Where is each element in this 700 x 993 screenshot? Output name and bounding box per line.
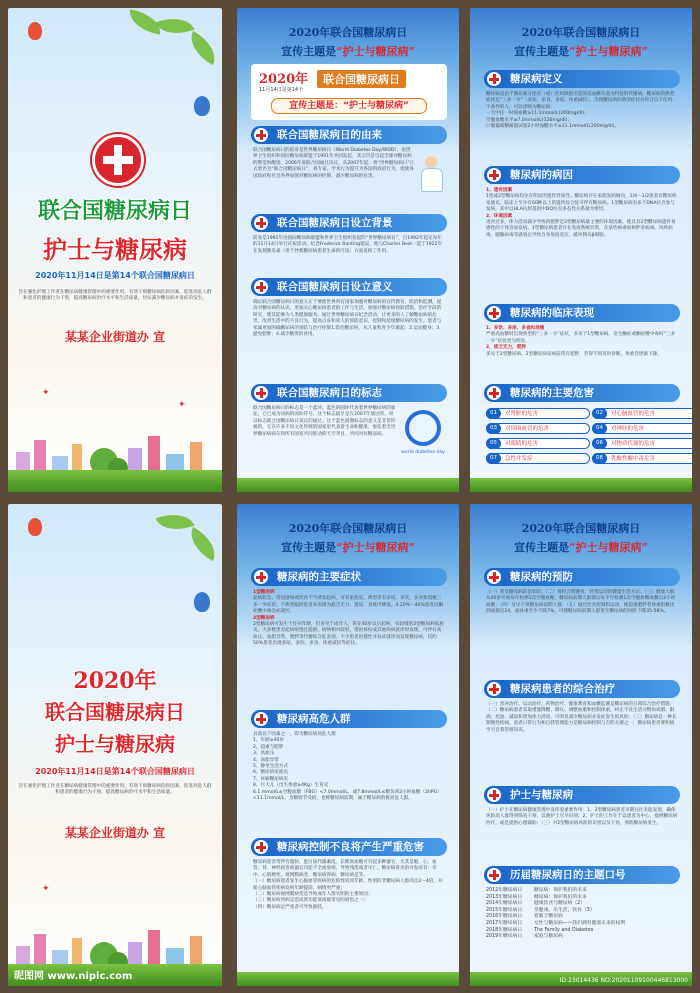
header-card [251, 64, 447, 120]
section-text: 糖尿病患者常伴有脂肪、蛋白质代谢紊乱，长期高血糖可引起多种器官，尤其是眼、心、血管、肾、神经损害或器官功能不全或衰竭，导致残废或者早亡。糖尿病常见的并发症有：卒中、心肌梗死、视网膜病变、糖尿病肾病、糖尿病足等。 （一）糖尿病患者发生心脑血管疾病的危险性较同年龄、性别的非糖尿病人群高出2～4倍，并使心脑血管疾病发病年龄提前，病情更严重； （二）糖尿病视网膜病变是导致成年人群失明的主要原因； （三）糖尿病肾病是造成肾功能衰竭最常见的原因之一； （四）糖尿病足严重者可导致截肢。 [253, 860, 445, 911]
red-cross-icon [487, 788, 501, 802]
section-text: 联合国糖尿病日的前身是世界糖尿病日（World Diabetes Day/WDD），由世界卫生组织和国际糖尿病联盟于1991年共同发起，其宗旨是引起全球对糖尿病的警觉和醒悟。2006年底联合国通过决议，从2007年起，将“世界糖尿病日”正式更名为“联合国糖尿病日”，将专家、学术行为提升为各国的政府行为，促使各国政府和社会各界加强对糖尿病的控制，减少糖尿病的危害。 [253, 148, 415, 179]
harm-item: 02 对心脑血管的危害 [592, 408, 692, 419]
harm-item: 05 对眼睛的危害 [486, 438, 590, 449]
poster-subtitle: 护士与糖尿病 [43, 236, 187, 264]
list-item: 6、糖尿病家族史 [253, 770, 289, 776]
harm-item: 07 急性并发症 [486, 453, 590, 464]
slogan-row: 2014年糖尿病日 健康饮食与糖尿病（2） [486, 901, 586, 907]
slogan-row: 2016年糖尿病日 着眼于糖尿病 [486, 914, 563, 920]
poster-cover-1 [8, 8, 222, 492]
section-header: 糖尿病的预防 [484, 568, 680, 586]
panel-banner [251, 24, 445, 59]
section-header: 联合国糖尿病日的标志 [251, 384, 447, 402]
header-year: 2020年 [259, 72, 309, 87]
list-item: （一）糖尿病患者发生心脑血管疾病的危险性较同年龄、性别的非糖尿病人群高出2～4倍，并使心脑血管疾病发病年龄提前，病情更严重； [253, 879, 443, 891]
red-cross-icon [487, 72, 501, 86]
section-text: 前身是1991年由国际糖尿病联盟和世界卫生组织发起的“世界糖尿病日”，自1992年起定每年的11月14日举行庆祝活动。纪念Frederick Banting诞辰，他与Charles Best一起于1922年在发现胰岛素（用于拯救糖尿病患者生命的疗法）方面发挥了作用。 [253, 236, 443, 254]
section-text: 1、遗传因素 1型或2型糖尿病均存在明显的遗传异质性。糖尿病存在家族发病倾向，1/4～1/2患者有糖尿病家族史。临床上至少有60种以上的遗传综合征可伴有糖尿病。1型糖尿病有多个DNA位点参与发病，其中以HLA抗原基因中DQ位点多态性关系最为密切。 2、环境因素 进食过多，体力活动减少导致的肥胖是2型糖尿病最主要的环境因素，使具有2型糖尿病遗传易感性的个体容易发病。1型糖尿病患者存在免疫系统异常，在某些病毒如柯萨奇病毒、风疹病毒、腮腺病毒等感染后导致自身免疫反应，破坏胰岛β细胞。 [486, 188, 677, 238]
header-title: 联合国糖尿病日 [317, 70, 406, 88]
poster-panel-6 [470, 504, 692, 986]
leaf-decoration [156, 507, 195, 537]
red-cross-icon [254, 712, 268, 726]
list-item: （二）糖尿病视网膜病变是导致成年人群失明的主要原因； [253, 892, 373, 898]
poster-date: 2020年11月14日是第14个联合国糖尿病日 [35, 271, 195, 280]
poster-panel-3 [470, 8, 692, 492]
leaf-decoration [183, 31, 222, 65]
poster-title: 联合国糖尿病日 [37, 199, 192, 224]
section-header: 糖尿病的临床表现 [484, 304, 680, 322]
red-cross-icon [487, 682, 501, 696]
section-text: （一）护士在糖尿病健康管理中发挥着重要作用：1、2型糖尿病患者早期往往未能发现，确保风险高人群得到筛查干预，以便护士尽早识别；2、护士的工作在于以患者为中心，提供糖尿病治疗，或是提供心理辅助；（三）对2型糖尿病风险的识别以及干预，预防糖尿病发生。 [486, 808, 678, 826]
list-item: 7、妊娠糖尿病史 [253, 776, 289, 782]
section-header: 糖尿病控制不良将产生严重危害 [251, 838, 447, 856]
bird-icon: ✦ [178, 400, 186, 410]
balloon-icon [194, 592, 210, 612]
section-text: 1、多饮、多尿、多食和消瘦 严重高血糖时出现典型的“三多一少”症状，多见于1型糖尿病。发生酮症或酮症酸中毒时“三多一少”症状更为明显。 2、疲乏无力，肥胖 多见于2型糖尿病。2型糖尿病发病前常有肥胖，若得不到及时诊断，体重会逐渐下降。 [486, 326, 676, 357]
slogan-row: 2017年糖尿病日 女性与糖尿病——我们拥有健康未来的权利 [486, 920, 626, 926]
section-header: 糖尿病的病因 [484, 166, 680, 184]
banner-line-2: 宣传主题是“护士与糖尿病” [514, 541, 648, 554]
harm-item: 03 对周围血管的危害 [486, 423, 590, 434]
panel-banner [251, 520, 445, 555]
section-header: 护士与糖尿病 [484, 786, 680, 804]
header-date: 11月14日是第14个 [259, 87, 304, 93]
slogan-list [486, 888, 678, 941]
harm-item: 01 对肾脏的危害 [486, 408, 590, 419]
banner-line-2: 宣传主题是“护士与糖尿病” [514, 45, 648, 58]
harm-item: 08 乳酸性酸中毒危害 [592, 453, 692, 464]
section-header: 联合国糖尿病日设立意义 [251, 278, 447, 296]
poster-description: 旨在强化护理工作者在糖尿病健康管理中的重要作用，有效干预糖尿病危险因素，促进高危人群和患者的健康行为干预，提高糖尿病治疗水平和生活质量。 [18, 784, 212, 796]
poster-date: 2020年11月14日是第14个联合国糖尿病日 [35, 767, 195, 776]
list-item: 8、巨大儿（出生体重≥4Kg）生育史 [253, 783, 329, 789]
section-header: 联合国糖尿病日设立背景 [251, 214, 447, 232]
panel-banner [484, 24, 678, 59]
banner-line-2: 宣传主题是“护士与糖尿病” [281, 45, 415, 58]
list-item: 5、静坐生活方式 [253, 764, 289, 770]
section-header: 糖尿病的主要症状 [251, 568, 447, 586]
theme-label: 宣传主题是：“护士与糖尿病” [271, 98, 427, 114]
leaf-decoration [183, 527, 222, 561]
section-header: 历届糖尿病日的主题口号 [484, 866, 680, 884]
poster-cover-2 [8, 504, 222, 986]
banner-line-1: 2020年联合国糖尿病日 [521, 26, 641, 39]
section-header: 糖尿病高危人群 [251, 710, 447, 728]
red-cross-icon [254, 386, 268, 400]
balloon-icon [194, 96, 210, 116]
bird-icon: ✦ [42, 884, 50, 894]
section-header: 糖尿病的主要危害 [484, 384, 680, 402]
poster-title: 联合国糖尿病日 [45, 700, 185, 724]
poster-year: 2020年 [73, 668, 157, 694]
red-cross-icon [254, 280, 268, 294]
slogan-row: 2013年糖尿病日 糖尿病：保护我们的未来 [486, 894, 587, 900]
red-cross-icon [487, 570, 501, 584]
list-item: 一天中任一时间血糖≥11.1mmol/L(200mg/dl)； [486, 111, 589, 117]
balloon-icon [28, 22, 42, 40]
watermark-site: 昵图网 www.nipic.com [14, 971, 133, 982]
leaf-decoration [156, 11, 195, 41]
grass-strip [237, 972, 459, 986]
section-header: 糖尿病患者的综合治疗 [484, 680, 680, 698]
poster-organizer: 某某企业街道办 宣 [64, 330, 166, 344]
section-text: 联合国糖尿病日的标志是一个蓝环。蓝色的圆环代表着世界糖尿病的象征，它已成为该病的国际符号。这个标志最早是在2007年通过的。用以标志联合国糖尿病日该议的通过。这个蓝色圆圈标志的意义是非常积极的，它在许多不同文化传统的国家里代表着生命和健康，象征着全世界糖尿病病友和所有国家共同推动的天空齐目，共同对抗糖尿病。 [253, 406, 396, 437]
watermark-id: ID:23014436 NO:20201109100446813000 [559, 977, 688, 984]
section-text: （一）营养治疗、运动治疗、药物治疗、健康教育和血糖监测是糖尿病的五项综合治疗措施；（二）糖尿病患者采取措施降糖、降压、调整血脂和控制体重，纠正不良生活习惯如戒烟、限酒、控油、减盐和增加体力活动，可明显减少糖尿病并发症发生的风险；（三）糖尿病是一种长期慢性疾病，患者日常行为和自我管理能力是糖尿病控制与否的关键之一，糖尿病患者要积极学习自我管理知识。 [486, 702, 677, 733]
list-item: 3、高血压 [253, 751, 275, 757]
list-item: 1、年龄≥40岁 [253, 738, 284, 744]
red-cross-icon [487, 386, 501, 400]
section-text: 1型糖尿病 起病较急，常因感染或饮食不当诱发起病，可有家族史。典型者有多尿、多饮、多食和消瘦三多一少症状。不典型隐匿患者多表现为疲乏无力、遗尿，食欲可降低。4.20%～40%患者以酮症酸中毒急症就医。 2型糖尿病 2型糖尿病可发生于任何年龄，但多见于成年人，常在40岁以后起病，有较缓的2型糖尿病家族史。大多数患者起病缓慢且隐匿，病情相对较轻，常因体检或其他疾病就诊时发现，可伴有高血压、血脂异常、肥胖等代谢综合征表现。不少患者因慢性并发症就诊而发现糖尿病，仅约50%患者出现多尿、多饮、多食、体重减轻等症状。 [253, 590, 444, 647]
balloon-icon [28, 518, 42, 536]
wdd-label: world diabetes day [401, 450, 445, 455]
red-cross-icon [487, 868, 501, 882]
poster-description: 旨在强化护理工作者在糖尿病健康管理中的重要作用，有效干预糖尿病危险因素，促进高危人群和患者的健康行为干预，提高糖尿病治疗水平和生活质量，切实减少糖尿病并发症的发生。 [18, 290, 212, 302]
harm-item: 06 对物质代谢的危害 [592, 438, 692, 449]
section-text: （一）普及糖尿病防治知识；（二）保持合理膳食，经常运动的健康生活方式；（三）健康人群从40岁开始每年检测1次空腹血糖，糖尿病前期人群建议每半年检测1次空腹血糖或餐后2小时血糖；（四）及早干预糖尿病前期人群；（五）通过饮食控制和运动，使超重肥胖者体重指数达到或接近24，或体重至少下降7%，可使糖尿病前期人群发生糖尿病的风险下降35-58%。 [486, 590, 676, 615]
section-text: 糖尿病是由于胰岛素分泌及（或）作用缺陷引起的以血糖升高为特征的代谢病。糖尿病的典型症状是“三多一少”（多饮、多食、多尿、体重减轻）。出现糖尿病的典型症状并符合以下任何一个条件的人，可以诊断为糖尿病： 一天中任一时间血糖≥11.1mmol/L(200mg/dl)； 空腹血糖水平≥7.0mmol/L(126mg/dl)； 口服葡萄糖耐量试验2小时血糖水平≥11.1mmol/L(200mg/dl)。 [486, 92, 677, 130]
list-item: 2、超重与肥胖 [253, 744, 284, 750]
section-text: 确定联合国糖尿病日的意义在于要使世界所有国家加强对糖尿病的宣传教育、防治和监测，提高对糖尿病的认识，更加关心糖尿病患者的工作与生活，加强对糖尿病预防措施、治疗手段的研究，使其能够为人类健康服务。通过世界糖尿病日纪念活动，让更多的人了解糖尿病的危害，改善生活中的不良行为，提高自身和家人的预防意识，控制和延缓糖尿病的发生。患者与家属更加明确糖尿病的预防与治疗控制1.防治糖尿病，从儿童和青少年做起；2.运动健身；3.避免肥胖；4.减少糖类的食用。 [253, 300, 442, 338]
banner-line-1: 2020年联合国糖尿病日 [288, 26, 408, 39]
slogan-row: 2019年糖尿病日 家庭与糖尿病 [486, 934, 563, 940]
section-text: 具备以下因素之一，即为糖尿病高危人群 1、年龄≥40岁 2、超重与肥胖 3、高血压 4、血脂异常 5、静坐生活方式 6、糖尿病家族史 7、妊娠糖尿病史 8、巨大儿（出生体重≥4Kg）生育史 6.1 mmol/L≤空腹血糖（FBG）<7.0mmol/L，或7.8mmol/L≤糖负荷2小时血糖（2hPG）<11.1mmol/L，为糖调节受损，也称糖尿病前期，属于糖尿病的极高危人群。 [253, 732, 445, 802]
slogan-row: 2012年糖尿病日 糖尿病：保护我们的未来 [486, 888, 587, 893]
grass-strip [8, 470, 222, 492]
list-item: （四）糖尿病足严重者可导致截肢。 [253, 904, 327, 910]
poster-panel-5 [237, 504, 459, 986]
list-item: 4、血脂异常 [253, 757, 279, 763]
poster-subtitle: 护士与糖尿病 [55, 732, 175, 756]
poster-panel-2 [237, 8, 459, 492]
red-cross-icon [254, 128, 268, 142]
panel-banner [484, 520, 678, 555]
nurse-illustration-icon [417, 156, 445, 192]
slogan-row: 2018年糖尿病日 The Family and Diabetes [486, 927, 594, 933]
red-cross-icon [254, 216, 268, 230]
banner-line-1: 2020年联合国糖尿病日 [521, 522, 641, 535]
section-header: 糖尿病定义 [484, 70, 680, 88]
harm-item: 04 对神经的危害 [592, 423, 692, 434]
red-cross-icon [254, 840, 268, 854]
list-item: 空腹血糖水平≥7.0mmol/L(126mg/dl)； [486, 117, 572, 123]
red-cross-icon [487, 168, 501, 182]
banner-line-2: 宣传主题是“护士与糖尿病” [281, 541, 415, 554]
grass-strip [470, 478, 692, 492]
blue-circle-logo-icon [405, 410, 441, 446]
red-cross-icon [254, 570, 268, 584]
red-cross-icon [487, 306, 501, 320]
bird-icon: ✦ [42, 388, 50, 398]
banner-line-1: 2020年联合国糖尿病日 [288, 522, 408, 535]
list-item: 口服葡萄糖耐量试验2小时血糖水平≥11.1mmol/L(200mg/dl)。 [486, 124, 620, 130]
list-item: （三）糖尿病肾病是造成肾功能衰竭最常见的原因之一； [253, 898, 368, 904]
poster-organizer: 某某企业街道办 宣 [64, 826, 166, 840]
red-cross-logo-icon [92, 134, 144, 186]
slogan-row: 2015年糖尿病日 享健康，乐生活，饮食（3） [486, 907, 595, 913]
section-header: 联合国糖尿病日的由来 [251, 126, 447, 144]
grass-strip [237, 478, 459, 492]
